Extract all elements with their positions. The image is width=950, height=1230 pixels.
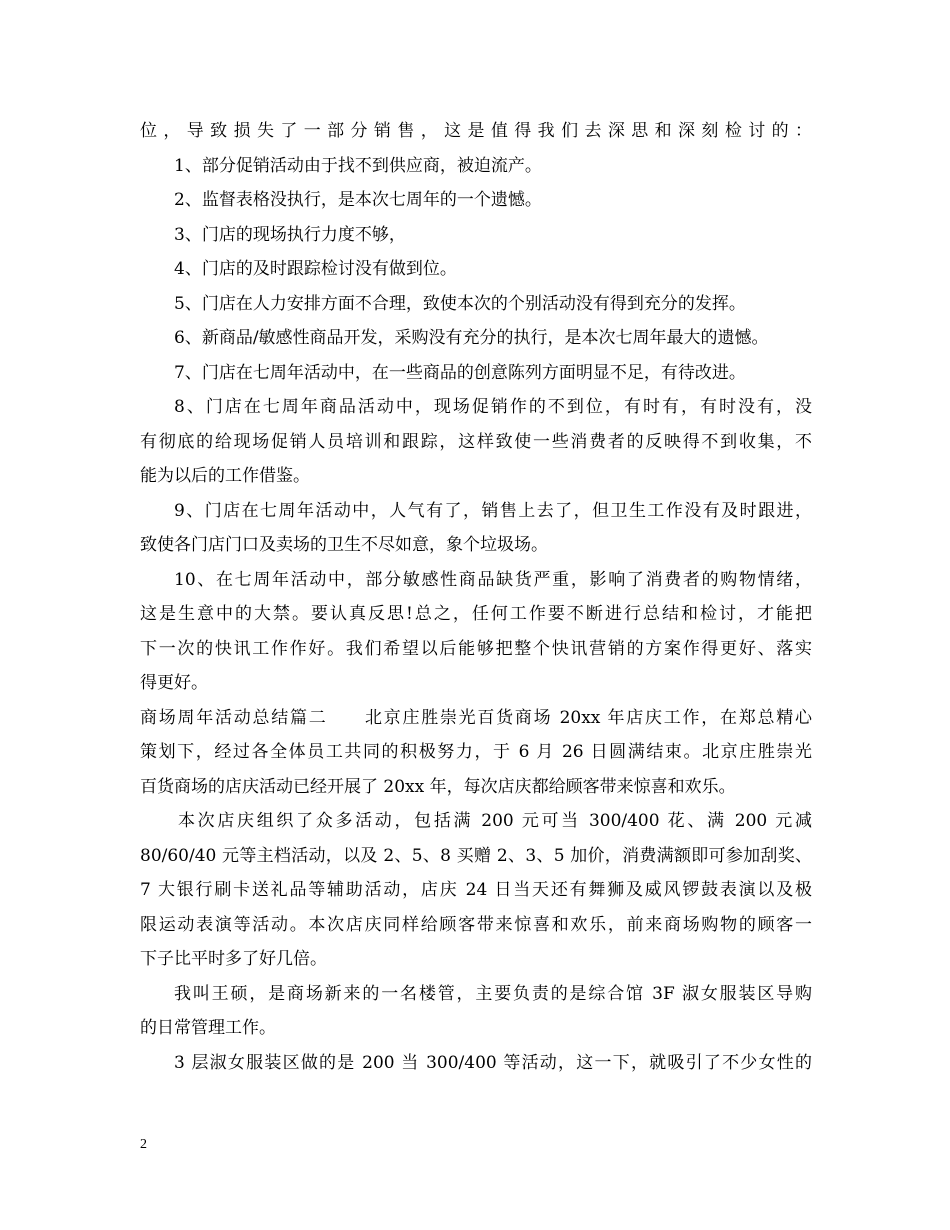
text-line: 7 大银行刷卡送礼品等辅助活动，店庆 24 日当天还有舞狮及威风锣鼓表演以及极 — [140, 880, 812, 900]
list-item: 9、门店在七周年活动中，人气有了，销售上去了，但卫生工作没有及时跟进， — [174, 500, 812, 521]
section-heading-line: 商场周年活动总结篇二 北京庄胜崇光百货商场 20xx 年店庆工作，在郑总精心 — [140, 707, 812, 728]
list-item: 1、部分促销活动由于找不到供应商，被迫流产。 — [174, 155, 542, 176]
text-line: 策划下，经过各全体员工共同的积极努力，于 6 月 26 日圆满结束。北京庄胜崇光 — [140, 742, 812, 762]
text-line: 百货商场的店庆活动已经开展了 20xx 年，每次店庆都给顾客带来惊喜和欢乐。 — [140, 776, 736, 797]
list-item: 7、门店在七周年活动中，在一些商品的创意陈列方面明显不足，有待改进。 — [174, 362, 746, 383]
list-item: 6、新商品/敏感性商品开发，采购没有充分的执行，是本次七周年最大的遗憾。 — [174, 328, 769, 348]
list-item: 8、门店在七周年商品活动中，现场促销作的不到位，有时有，有时没有，没 — [174, 397, 812, 417]
text-line: 这是生意中的大禁。要认真反思!总之，任何工作要不断进行总结和检讨，才能把 — [140, 604, 812, 624]
text-line: 下一次的快讯工作作好。我们希望以后能够把整个快讯营销的方案作得更好、落实 — [140, 638, 812, 659]
text-line: 80/60/40 元等主档活动，以及 2、5、8 买赠 2、3、5 加价，消费满额即可参加刮奖、 — [140, 845, 812, 866]
text-line: 致使各门店门口及卖场的卫生不尽如意，象个垃圾场。 — [140, 535, 548, 555]
paragraph-start: 本次店庆组织了众多活动，包括满 200 元可当 300/400 花、满 200 元减 — [178, 811, 812, 831]
paragraph-start: 我叫王硕，是商场新来的一名楼管，主要负责的是综合馆 3F 淑女服装区导购 — [174, 983, 812, 1004]
text-line: 有彻底的给现场促销人员培训和跟踪，这样致使一些消费者的反映得不到收集，不 — [140, 431, 812, 452]
text-line: 得更好。 — [140, 673, 208, 693]
text-line: 限运动表演等活动。本次店庆同样给顾客带来惊喜和欢乐，前来商场购物的顾客一 — [140, 914, 812, 935]
text-line: 位，导致损失了一部分销售，这是值得我们去深思和深刻检讨的： — [140, 121, 812, 141]
text-line: 能为以后的工作借鉴。 — [140, 466, 310, 486]
list-item: 3、门店的现场执行力度不够， — [174, 224, 406, 245]
list-item: 2、监督表格没执行，是本次七周年的一个遗憾。 — [174, 190, 542, 210]
text-line: 下子比平时多了好几倍。 — [140, 949, 327, 969]
page-number: 2 — [140, 1137, 147, 1152]
list-item: 10、在七周年活动中，部分敏感性商品缺货严重，影响了消费者的购物情绪， — [174, 569, 812, 590]
paragraph-start: 3 层淑女服装区做的是 200 当 300/400 等活动，这一下，就吸引了不少女性的 — [174, 1052, 812, 1073]
list-item: 5、门店在人力安排方面不合理，致使本次的个别活动没有得到充分的发挥。 — [174, 293, 746, 314]
document-body — [140, 114, 812, 1080]
text-line: 的日常管理工作。 — [140, 1018, 276, 1038]
list-item: 4、门店的及时跟踪检讨没有做到位。 — [174, 259, 457, 279]
